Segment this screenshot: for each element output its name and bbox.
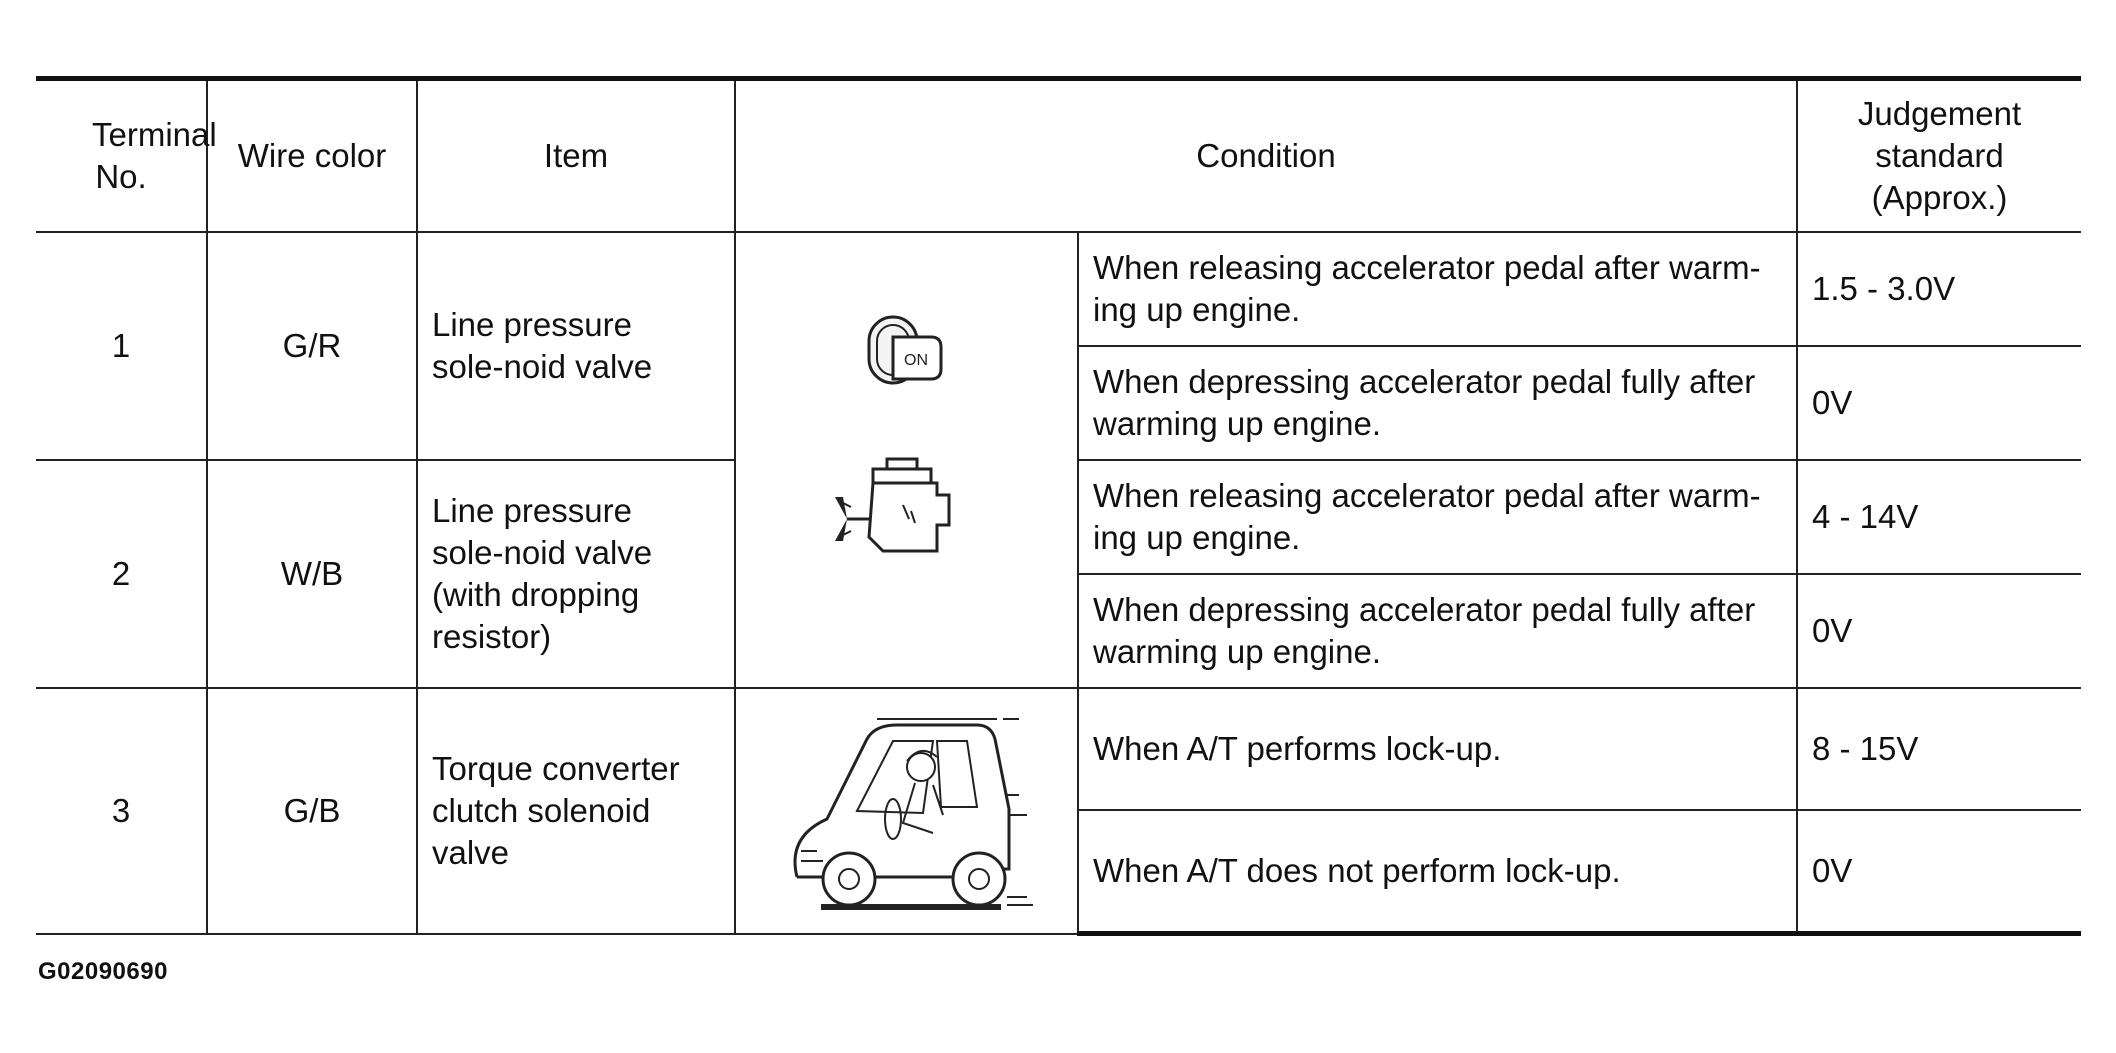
wire-color: W/B — [207, 460, 417, 688]
wire-color: G/R — [207, 232, 417, 460]
header-row — [36, 79, 2081, 233]
vehicle-icon-cell — [735, 688, 1078, 934]
item-name: Line pressure sole-noid valve (with dropping resistor) — [417, 460, 735, 688]
judgement-value: 0V — [1797, 810, 2081, 934]
figure-code: G02090690 — [38, 958, 168, 985]
table-row — [36, 688, 2081, 810]
header-item: Item — [417, 79, 735, 233]
condition-text: When releasing accelerator pedal after warm-ing up engine. — [1078, 232, 1797, 346]
terminal-number: 3 — [36, 688, 207, 934]
terminal-number: 1 — [36, 232, 207, 460]
header-judgement-standard: Judgement standard (Approx.) — [1797, 79, 2081, 233]
condition-text: When A/T performs lock-up. — [1078, 688, 1797, 810]
header-terminal-no: Terminal No. — [36, 79, 207, 233]
item-name: Torque converter clutch solenoid valve — [417, 688, 735, 934]
ignition-engine-icon-cell — [735, 232, 1078, 688]
condition-text: When depressing accelerator pedal fully after warming up engine. — [1078, 346, 1797, 460]
item-name: Line pressure sole-noid valve — [417, 232, 735, 460]
judgement-value: 0V — [1797, 574, 2081, 688]
judgement-value: 4 - 14V — [1797, 460, 2081, 574]
judgement-value: 1.5 - 3.0V — [1797, 232, 2081, 346]
header-condition: Condition — [735, 79, 1797, 233]
engine-running-icon — [817, 445, 997, 615]
condition-text: When depressing accelerator pedal fully after warming up engine. — [1078, 574, 1797, 688]
table-row — [36, 232, 2081, 346]
judgement-value: 0V — [1797, 346, 2081, 460]
ignition-on-label: ON — [903, 352, 928, 369]
condition-text: When A/T does not perform lock-up. — [1078, 810, 1797, 934]
terminal-table — [36, 76, 2081, 936]
wire-color: G/B — [207, 688, 417, 934]
header-wire-color: Wire color — [207, 79, 417, 233]
judgement-value: 8 - 15V — [1797, 688, 2081, 810]
terminal-number: 2 — [36, 460, 207, 688]
vehicle-driving-icon — [757, 701, 1057, 921]
condition-text: When releasing accelerator pedal after warm-ing up engine. — [1078, 460, 1797, 574]
